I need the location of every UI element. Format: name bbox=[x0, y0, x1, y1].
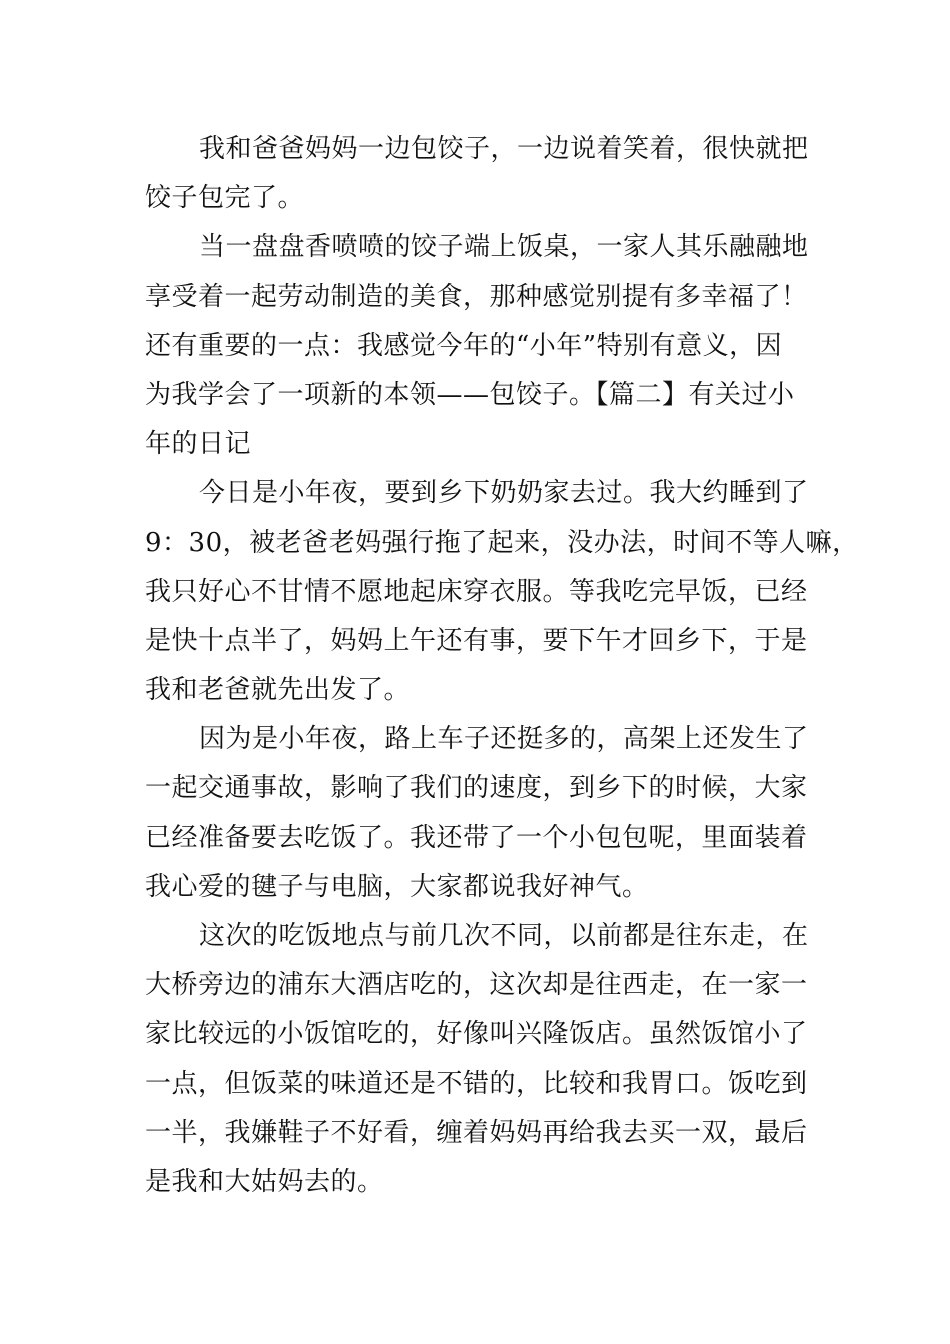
text-line: 是我和大姑妈去的。 bbox=[145, 1166, 384, 1197]
text-line: 已经准备要去吃饭了。我还带了一个小包包呢，里面装着 bbox=[145, 822, 808, 853]
text-line: 我只好心不甘情不愿地起床穿衣服。等我吃完早饭，已经 bbox=[145, 576, 808, 607]
text-line: 家比较远的小饭馆吃的，好像叫兴隆饭店。虽然饭馆小了 bbox=[145, 1019, 808, 1050]
text-line: 饺子包完了。 bbox=[145, 183, 305, 214]
text-line: 我和爸爸妈妈一边包饺子，一边说着笑着，很快就把 bbox=[199, 134, 809, 164]
text-line: 我心爱的毽子与电脑，大家都说我好神气。 bbox=[145, 871, 649, 902]
text-line: 因为是小年夜，路上车子还挺多的，高架上还发生了 bbox=[199, 724, 809, 755]
body-text bbox=[145, 125, 859, 1207]
text-line: 还有重要的一点：我感觉今年的“小年”特别有意义，因 bbox=[145, 330, 783, 361]
text-line: 享受着一起劳动制造的美食，那种感觉别提有多幸福了！ bbox=[145, 281, 808, 312]
text-line: 当一盘盘香喷喷的饺子端上饭桌，一家人其乐融融地 bbox=[199, 232, 809, 263]
text-line: 一半，我嫌鞋子不好看，缠着妈妈再给我去买一双，最后 bbox=[145, 1117, 808, 1148]
text-line: 一起交通事故，影响了我们的速度，到乡下的时候，大家 bbox=[145, 773, 808, 804]
text-line: 一点，但饭菜的味道还是不错的，比较和我胃口。饭吃到 bbox=[145, 1068, 808, 1099]
text-line: 年的日记 bbox=[145, 429, 252, 460]
text-line: 大桥旁边的浦东大酒店吃的，这次却是往西走，在一家一 bbox=[145, 970, 808, 1001]
text-line: 为我学会了一项新的本领——包饺子。【篇二】有关过小 bbox=[145, 379, 795, 410]
text-line: 我和老爸就先出发了。 bbox=[145, 675, 411, 706]
text-line: 9：30，被老爸老妈强行拖了起来，没办法，时间不等人嘛， bbox=[145, 527, 859, 558]
text-line: 今日是小年夜，要到乡下奶奶家去过。我大约睡到了 bbox=[199, 478, 809, 509]
text-line: 这次的吃饭地点与前几次不同，以前都是往东走，在 bbox=[199, 921, 809, 951]
text-line: 是快十点半了，妈妈上午还有事，要下午才回乡下，于是 bbox=[145, 625, 808, 656]
